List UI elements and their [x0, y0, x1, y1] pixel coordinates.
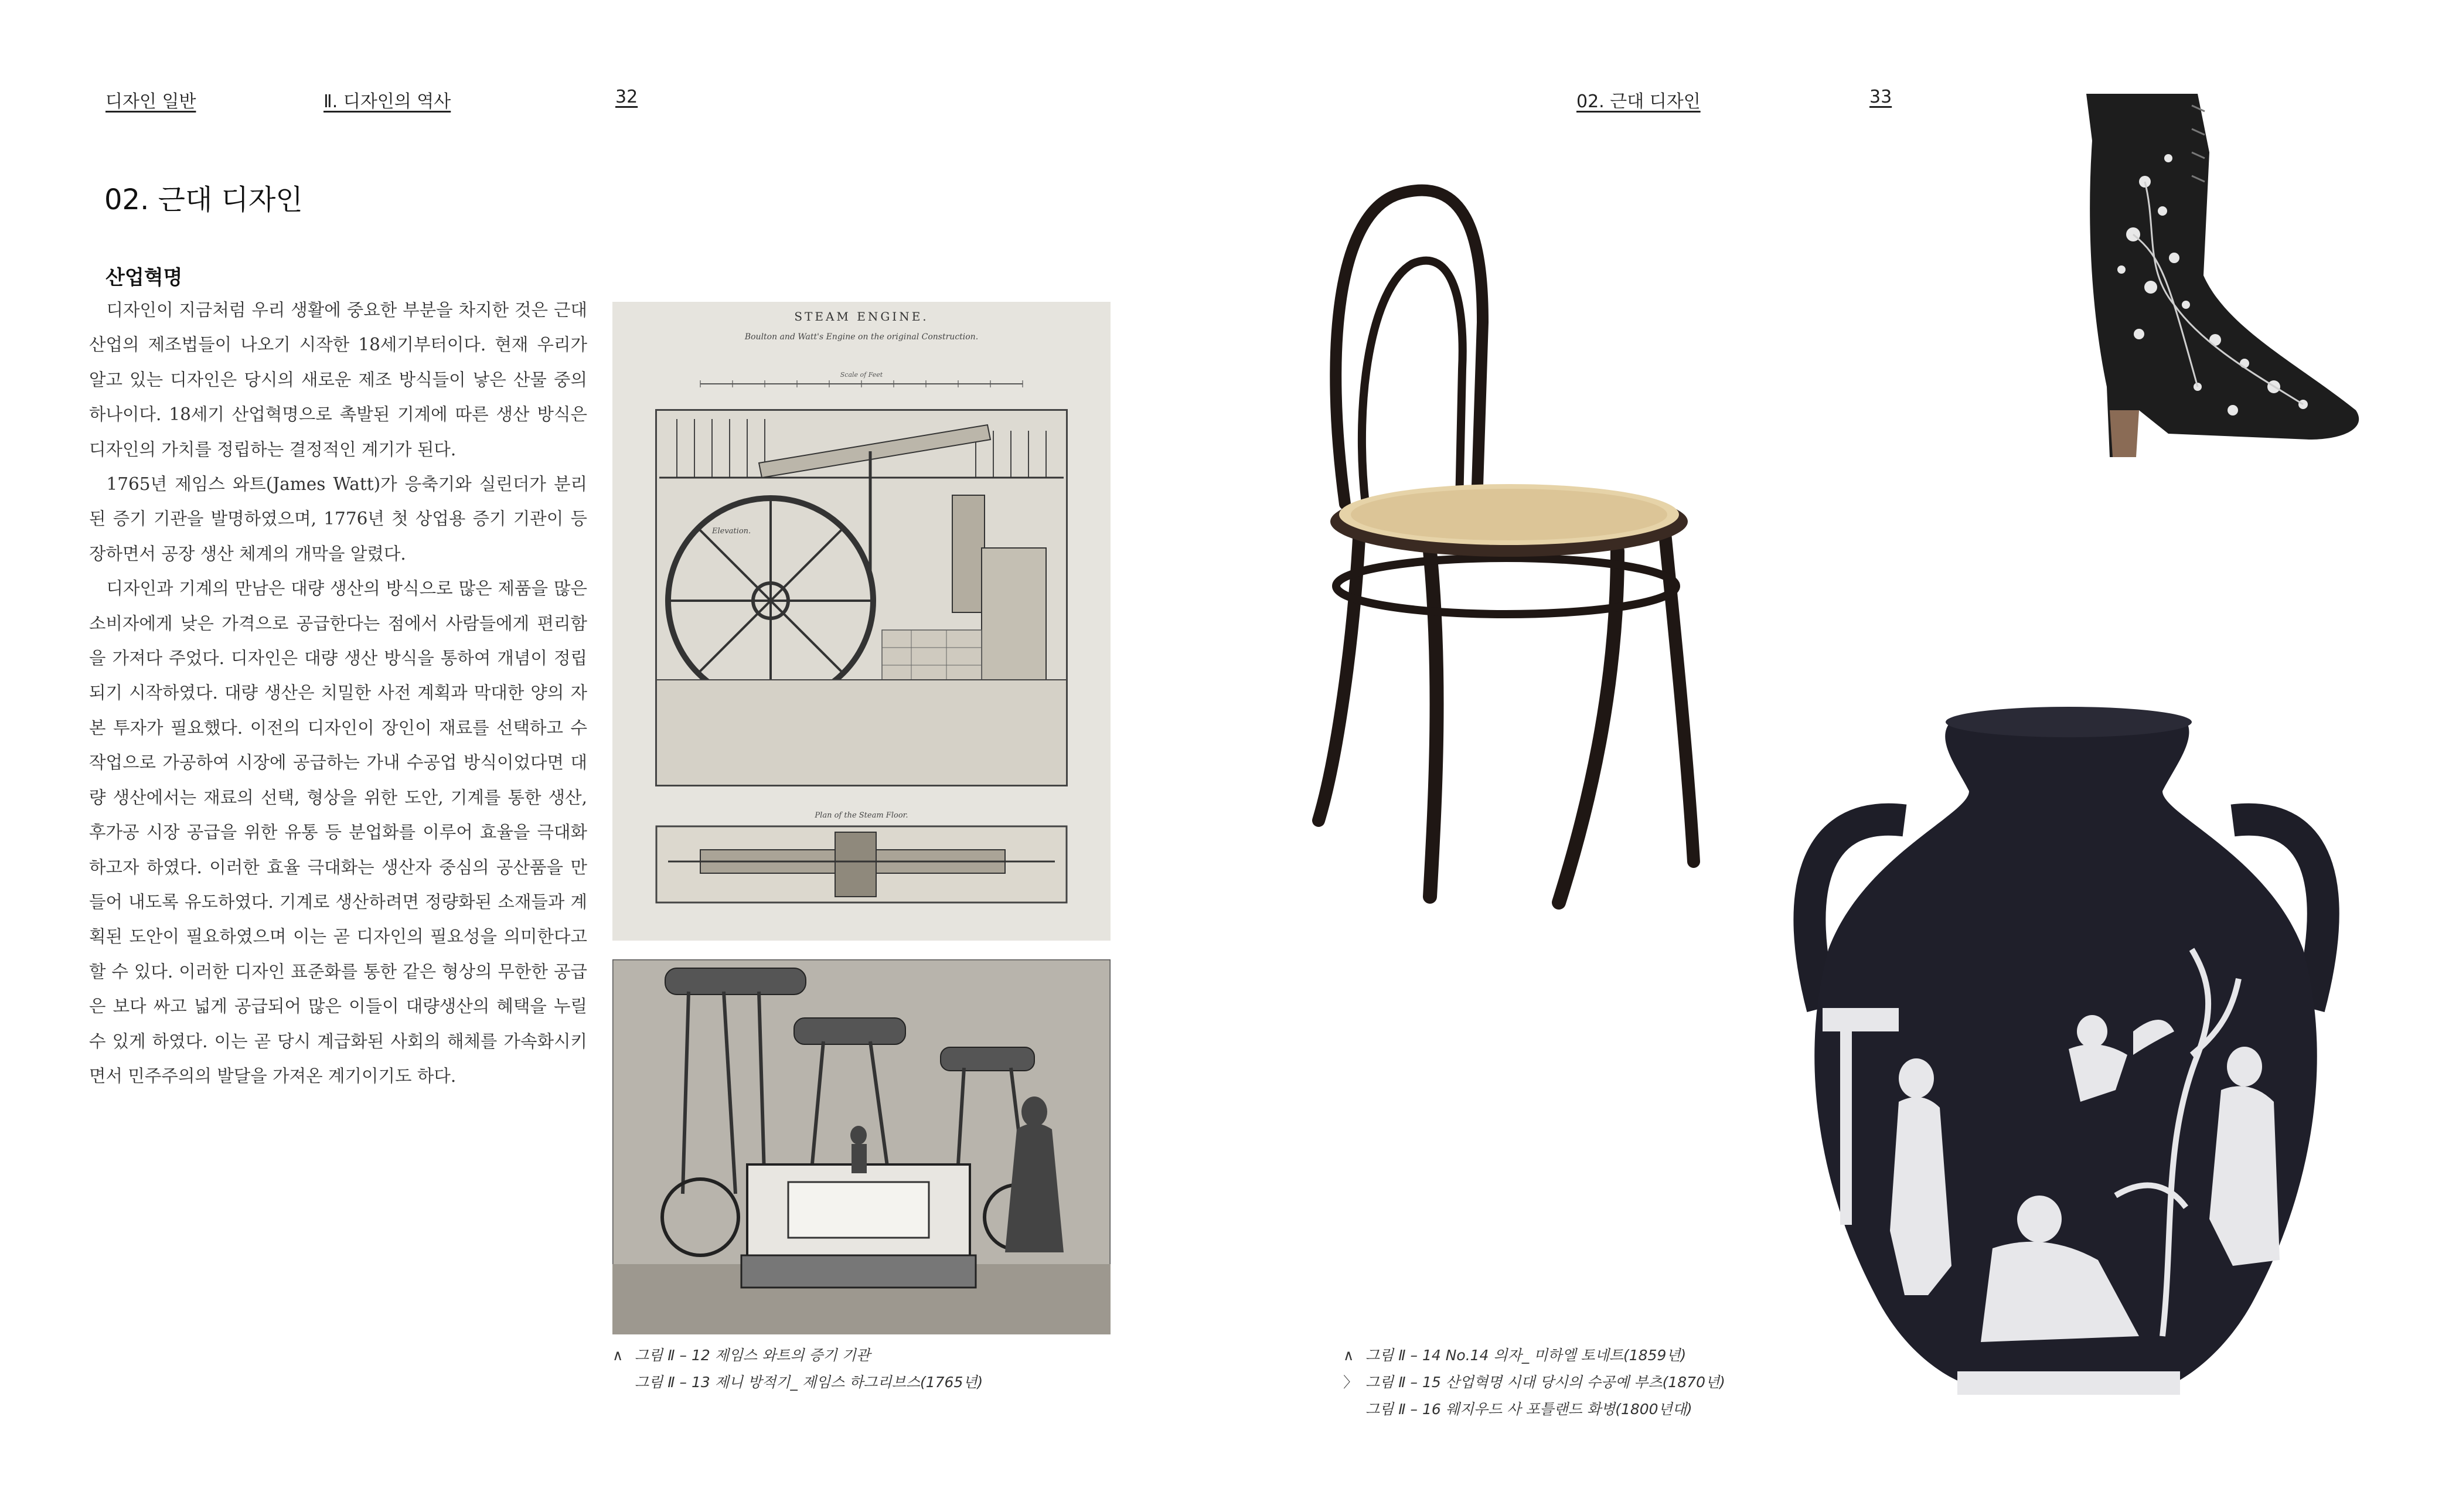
engraving-title: STEAM ENGINE.	[794, 309, 929, 323]
body-text	[89, 293, 587, 1094]
caption-marker-up: ∧	[1343, 1347, 1354, 1364]
engraving-scale-label: Scale of Feet	[840, 371, 883, 379]
page-number-left: 32	[615, 87, 638, 107]
header-section: 02. 근대 디자인	[1576, 91, 1701, 112]
thonet-chair-image	[1289, 176, 1717, 914]
spinning-jenny-engraving	[612, 959, 1111, 1334]
engraving-subtitle: Boulton and Watt's Engine on the original Construction.	[744, 332, 979, 342]
caption-left	[612, 1342, 983, 1396]
paragraph: 디자인이 지금처럼 우리 생활에 중요한 부분을 차지한 것은 근대 산업의 제조법들이 나오기 시작한 18세기부터이다. 현재 우리가 알고 있는 디자인은 당시의 새로운 제조 방식들이 낳은 산물 중의 하나이다. 18세기 산업혁명으로 촉발된 기계에 따른 생산 방식은 디자인의 가치를 정립하는 결정적인 계기가 된다.	[89, 300, 587, 459]
subsection-title: 산업혁명	[105, 266, 183, 290]
caption-fig-13: 그림 Ⅱ – 13 제니 방적기_ 제임스 하그리브스(1765년)	[635, 1374, 983, 1391]
steam-engine-engraving	[612, 302, 1111, 941]
header-book-title: 디자인 일반	[105, 91, 196, 112]
section-title: 02. 근대 디자인	[104, 183, 303, 216]
header-chapter: Ⅱ. 디자인의 역사	[323, 91, 451, 112]
engraving-plan-label: Plan of the Steam Floor.	[815, 811, 908, 820]
paragraph: 1765년 제임스 와트(James Watt)가 응축기와 실린더가 분리된 증기 기관을 발명하였으며, 1776년 첫 상업용 증기 기관이 등장하면서 공장 생산 체계의 개막을 알렸다.	[89, 474, 587, 564]
caption-marker-right: 〉	[1343, 1374, 1358, 1391]
caption-fig-15: 그림 Ⅱ – 15 산업혁명 시대 당시의 수공예 부츠(1870년)	[1365, 1374, 1725, 1391]
portland-vase-image	[1787, 703, 2344, 1436]
caption-marker-up: ∧	[612, 1347, 624, 1364]
caption-fig-14: 그림 Ⅱ – 14 No.14 의자_ 미하엘 토네트(1859년)	[1365, 1347, 1687, 1364]
caption-right	[1343, 1342, 1725, 1423]
embroidered-boot-image	[2051, 82, 2379, 457]
page-number-right: 33	[1869, 87, 1892, 107]
engraving-elevation-label: Elevation.	[712, 527, 751, 536]
caption-fig-12: 그림 Ⅱ – 12 제임스 와트의 증기 기관	[635, 1347, 871, 1364]
paragraph: 디자인과 기계의 만남은 대량 생산의 방식으로 많은 제품을 많은 소비자에게 낮은 가격으로 공급한다는 점에서 사람들에게 편리함을 가져다 주었다. 디자인은 대량 생산 방식을 통하여 개념이 정립되기 시작하였다. 대량 생산은 치밀한 사전 계획과 막대한 양의 자본 투자가 필요했다. 이전의 디자인이 장인이 재료를 선택하고 수작업으로 가공하여 시장에 공급하는 가내 수공업 방식이었다면 대량 생산에서는 재료의 선택, 형상을 위한 도안, 기계를 통한 생산, 후가공 시장 공급을 위한 유통 등 분업화를 이루어 효율을 극대화하고자 하였다. 이러한 효율 극대화는 생산자 중심의 공산품을 만들어 내도록 유도하였다. 기계로 생산하려면 정량화된 소재들과 계획된 도안이 필요하였으며 이는 곧 디자인의 필요성을 의미한다고 할 수 있다. 이러한 디자인 표준화를 통한 같은 형상의 무한한 공급은 보다 싸고 넓게 공급되어 많은 이들이 대량생산의 혜택을 누릴 수 있게 하였다. 이는 곧 당시 계급화된 사회의 해체를 가속화시키면서 민주주의의 발달을 가져온 계기이기도 하다.	[89, 578, 587, 1086]
caption-fig-16: 그림 Ⅱ – 16 웨지우드 사 포틀랜드 화병(1800년대)	[1365, 1401, 1692, 1418]
